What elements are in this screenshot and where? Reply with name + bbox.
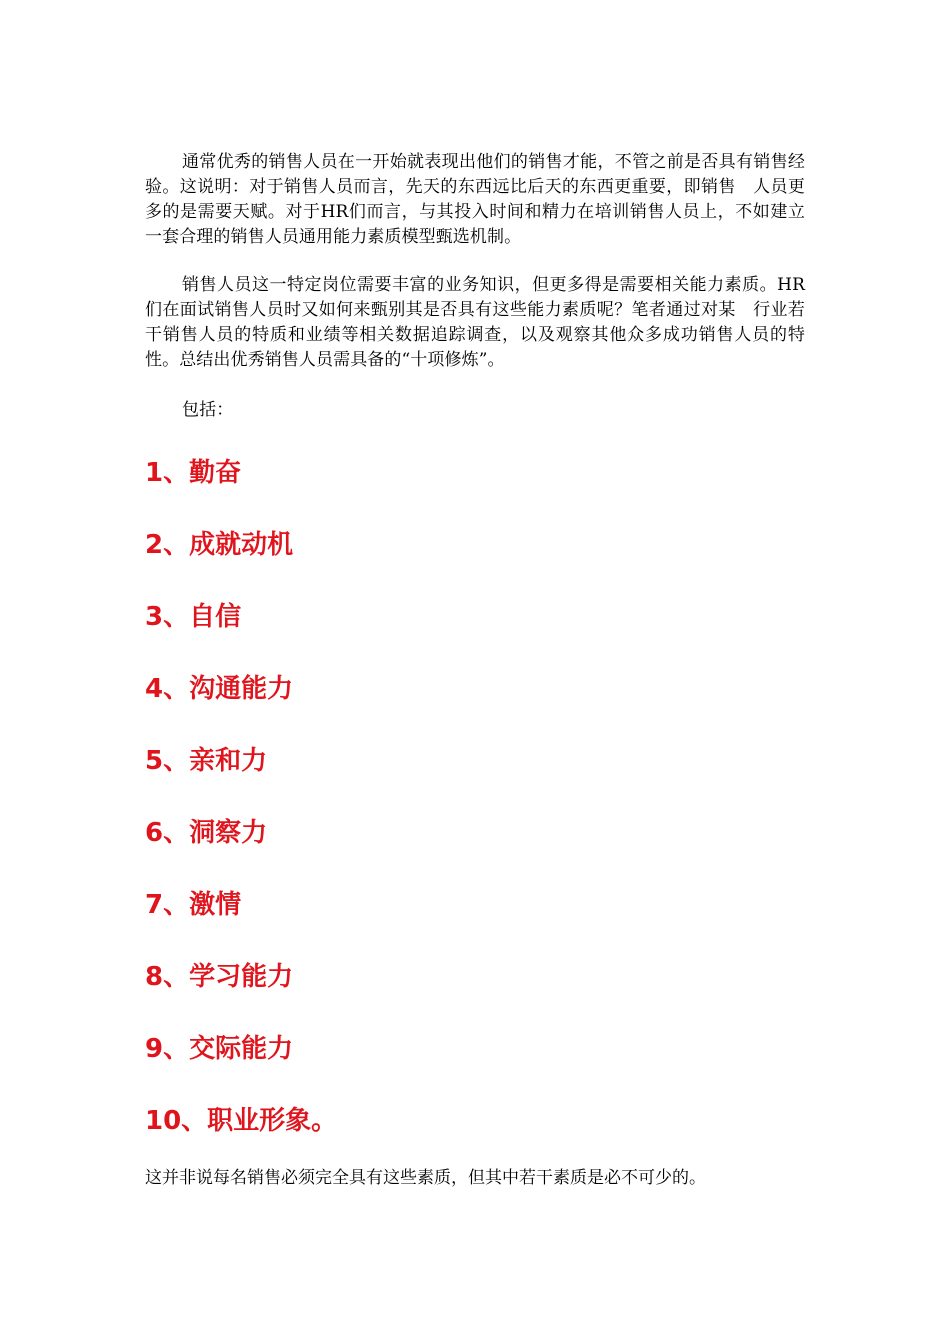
list-item-2: 2、成就动机 — [145, 530, 294, 560]
includes-label: 包括： — [182, 400, 234, 420]
list-item-6: 6、洞察力 — [145, 818, 268, 848]
intro-paragraph: 通常优秀的销售人员在一开始就表现出他们的销售才能，不管之前是否具有销售经验。这说明：对于销售人员而言，先天的东西远比后天的东西更重要，即销售 人员更多的是需要天赋。对于HR们而言，与其投入时间和精力在培训销售人员上，不如建立一套合理的销售人员通用能力素质模型甄选机制。 — [145, 152, 805, 247]
closing-sentence: 这并非说每名销售必须完全具有这些素质，但其中若干素质是必不可少的。 — [145, 1168, 706, 1188]
list-item-7: 7、激情 — [145, 890, 242, 920]
list-item-10: 10、职业形象。 — [145, 1106, 338, 1136]
list-item-4: 4、沟通能力 — [145, 674, 294, 704]
ten-skills-list — [145, 448, 337, 1168]
list-item-8: 8、学习能力 — [145, 962, 294, 992]
list-item-9: 9、交际能力 — [145, 1034, 294, 1064]
list-item-3: 3、自信 — [145, 602, 242, 632]
requirements-paragraph: 销售人员这一特定岗位需要丰富的业务知识，但更多得是需要相关能力素质。HR们在面试销售人员时又如何来甄别其是否具有这些能力素质呢？笔者通过对某 行业若干销售人员的特质和业绩等相关数据追踪调查，以及观察其他众多成功销售人员的特性。总结出优秀销售人员需具备的“十项修炼”。 — [145, 275, 805, 370]
list-item-5: 5、亲和力 — [145, 746, 268, 776]
list-item-1: 1、勤奋 — [145, 458, 242, 488]
